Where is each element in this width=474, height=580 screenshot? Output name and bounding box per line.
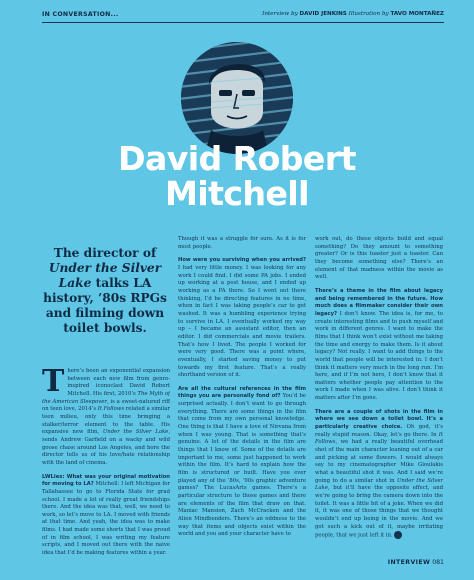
portrait-drawing [181, 42, 293, 154]
intro-film-2: It Follows [97, 406, 125, 413]
answer-5-a: Oh god, it’s really stupid reason. Okay, let’s go there. In [315, 424, 443, 438]
standfirst [42, 246, 168, 336]
question-5: There are a couple of shots in the film in where we see down a toilet bowl. It’s a particularly creative choice. [315, 408, 443, 431]
answer-1: Mitchell: I left Michigan for Tallahassee to go to Florida State for grad school. I made a lot of really great friendships there. And the idea was that, well, we need to work, so let’s move to LA. I moved with friends at that time. And yeah, the idea was to make films. I had made some shorts that I was proud of in film school, I was writing my feature scripts, and I moved out there with the naive idea that I’d be making features within a year. [42, 481, 170, 557]
column-3 [315, 236, 443, 554]
interview-by-label: Interview by [262, 11, 298, 17]
qa-5 [315, 409, 443, 541]
question-4: There’s a theme in the film about legacy and being remembered in the future. How much does a filmmaker consider their own legacy? [315, 287, 443, 317]
intro-text-c: related a similar teen milieu, only this time bringing a stalker/terror element to the table. His expansive new film, [42, 406, 170, 436]
question-2: How were you surviving when you arrived? [178, 257, 306, 264]
standfirst-post: talks LA history, ’80s RPGs and filming down toilet bowls. [43, 276, 167, 335]
qa-3 [178, 386, 306, 539]
column-1 [42, 368, 170, 558]
question-3: Are all the cultural references in the film things you are personally fond of? [178, 385, 306, 400]
answer-3: You’d be surprised actually. I don’t want to go through everything. There are some things in the film that come from my own personal knowledge. One thing is that I have a love of Nirvana from when I was young. That is something that’s genuine. A lot of the details in the film are things that I know of. Some of the details are important to me, some just happened to work within the film. It’s hard to explain how the film is structured or built. Have you ever played any of the ’80s, ’90s graphic adventure games? The LucasArts games. There’s a particular structure to those games and there are elements of the film that draw on that. Maniac Mansion, Zach McCracken and the Alien Mindbenders. There’s an oddness to the way that items and objects exist within the world and you and your character have to [178, 393, 306, 538]
answer-4: I don’t know. The idea is, for me, to create interesting films and to push myself and work in different genres. I want to make the films that I think won’t exist without me taking the time and energy to make them. Is it about legacy? Not really. I want to add things to the world that people will be interested in. I don’t think it matters very much in the long run. I’m here, and if I’m not here, I don’t know that it matters whether people pay attention to the work I made when I was alive. I don’t think it matters after I’m gone. [315, 310, 443, 402]
intro-film-3: Under the Silver Lake [102, 429, 169, 436]
headline-line-1: David Robert [118, 139, 356, 178]
end-mark-icon [394, 531, 402, 539]
qa-4 [315, 288, 443, 403]
drop-cap: T [42, 368, 65, 399]
page-number: 081 [432, 559, 444, 566]
intro-paragraph [42, 368, 170, 468]
page-footer [388, 559, 444, 566]
question-1: LWLies: What was your original motivation for moving to LA? [42, 473, 170, 488]
answer-5-b: , we had a really beautiful overhead shot of the main character leaning out of a car and picking at some flowers. I would always say to my cinematographer Mike Gioulakis what a beautiful shot it was. And I said we’re going to do a similar shot in [315, 439, 443, 484]
column-2 [178, 236, 306, 566]
paragraph-2-1: Though it was a struggle for sure. As it is for most people. [178, 236, 306, 250]
qa-2 [178, 257, 306, 380]
qa-1 [42, 474, 170, 558]
intro-text-b: , is a sweet-natured riff on teen love, 2014’s [42, 398, 170, 413]
intro-text-d: , sends Andrew Garfield on a wacky and wild goose chase around Los Angeles, and bore the director tells us of his love/hate relationship with the land of cinema. [42, 429, 170, 466]
answer-2: I had very little money. I was looking for any work I could find. I did some PA jobs. I ended up working at a post house, and I ended up working as a PA there. So I went out there thinking, I’d be directing features in no time, when in fact I was taking people’s car to get washed. It was a humbling experience trying to survive in LA. I eventually worked my way up – I became an assistant editor, then an editor. I did commercials and movie trailers. That’s how I lived. The people I worked for were very good. There was a point where, eventually, I started saving money to put towards my first feature. That’s a really shorthand version of it. [178, 264, 306, 379]
headline-line-2: Mitchell [165, 174, 309, 213]
answer-5-film-2: Under the Silver Lake [315, 477, 443, 492]
answer-5-c: , but it’ll have the opposite effect, and we’re going to bring the camera down into the toilet. It was a little bit of a joke. When we did it, it was one of those things that we thought wouldn’t end up being in the movie. And we got such a kick out of it, maybe irritating people, that we just left it in. [315, 485, 443, 539]
illustration-by-label: Illustration by [348, 11, 389, 17]
intro-film-1: The Myth of the American Sleepover [42, 390, 170, 405]
standfirst-film-title: Under the Silver Lake [48, 261, 162, 290]
illustrator-name: TAVO MONTAÑEZ [390, 11, 444, 17]
section-label: IN CONVERSATION... [42, 11, 119, 18]
portrait-illustration [181, 42, 293, 154]
credits [262, 11, 444, 17]
footer-section-label: INTERVIEW [387, 559, 431, 566]
paragraph-3-1: work out, do these objects build and equal something? Do they amount to something greater? Or is this toaster just a toaster. Can they become something else? There’s an element of that madness within the movie as well. [315, 236, 443, 281]
standfirst-pre: The director of [53, 246, 157, 260]
header-rule [42, 22, 444, 23]
intro-text-a: here’s been an exponential expansion between each new film from genre-inspired iconoclast David Robert Mitchell. His first, 2010’s [67, 368, 170, 397]
answer-5-film-1: It Follows [315, 431, 443, 446]
interviewer-name: DAVID JENKINS [299, 11, 347, 17]
